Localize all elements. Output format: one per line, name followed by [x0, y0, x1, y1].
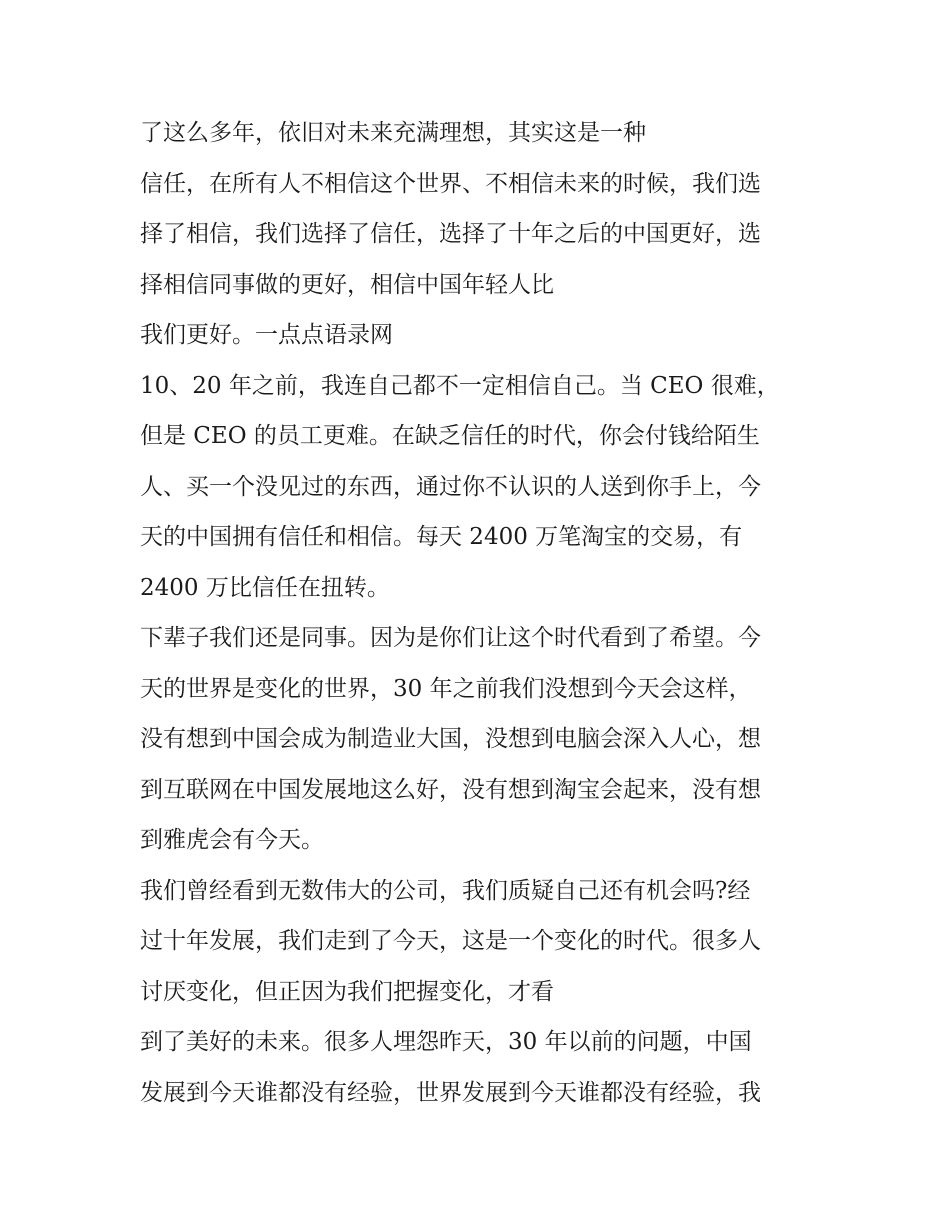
text-line: 10、20 年之前，我连自己都不一定相信自己。当 CEO 很难，: [140, 372, 780, 399]
text-line: 天的世界是变化的世界，30 年之前我们没想到今天会这样，: [140, 675, 752, 702]
text-line: 择相信同事做的更好，相信中国年轻人比: [140, 271, 554, 298]
text-line: 但是 CEO 的员工更难。在缺乏信任的时代，你会付钱给陌生: [140, 423, 760, 449]
text-line: 了这么多年，依旧对未来充满理想，其实这是一种: [140, 120, 646, 146]
text-line: 人、买一个没见过的东西，通过你不认识的人送到你手上，今: [140, 473, 761, 500]
text-line: 到互联网在中国发展地这么好，没有想到淘宝会起来，没有想: [140, 776, 761, 803]
text-line: 到了美好的未来。很多人埋怨昨天，30 年以前的问题，中国: [140, 1029, 752, 1055]
text-line: 2400 万比信任在扭转。: [140, 574, 390, 601]
text-line: 没有想到中国会成为制造业大国，没想到电脑会深入人心，想: [140, 726, 761, 752]
text-line: 我们更好。一点点语录网: [140, 322, 393, 348]
text-line: 讨厌变化，但正因为我们把握变化，才看: [140, 978, 554, 1005]
text-line: 信任，在所有人不相信这个世界、不相信未来的时候，我们选: [140, 170, 761, 197]
text-line: 择了相信，我们选择了信任，选择了十年之后的中国更好，选: [140, 221, 761, 247]
text-line: 我们曾经看到无数伟大的公司，我们质疑自己还有机会吗?经: [140, 877, 751, 904]
text-line: 下辈子我们还是同事。因为是你们让这个时代看到了希望。今: [140, 625, 761, 651]
text-line: 发展到今天谁都没有经验，世界发展到今天谁都没有经验，我: [140, 1079, 761, 1106]
text-line: 到雅虎会有今天。: [140, 827, 324, 853]
text-line: 天的中国拥有信任和相信。每天 2400 万笔淘宝的交易，有: [140, 524, 743, 550]
document-body: [140, 108, 820, 1118]
text-line: 过十年发展，我们走到了今天，这是一个变化的时代。很多人: [140, 928, 761, 954]
